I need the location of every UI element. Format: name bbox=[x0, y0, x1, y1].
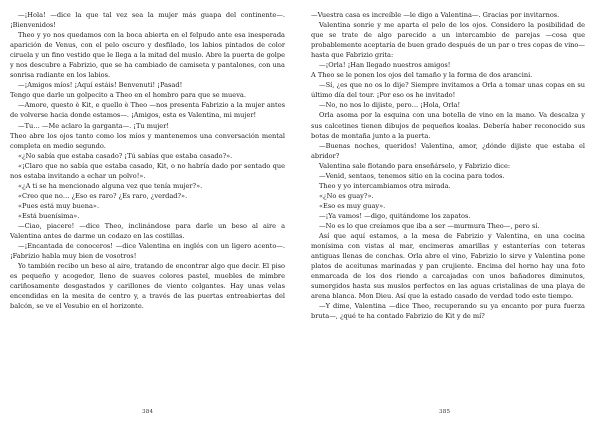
left-page-text bbox=[10, 10, 285, 311]
right-page-text bbox=[311, 10, 585, 321]
paragraph: —Vuestra casa es increíble —le digo a Valentina—. Gracias por invitarnos. bbox=[311, 11, 560, 19]
paragraph: —Y dime, Valentina —dice Theo, recuperando su ya encanto por pura fuerza bruta—, ¿qué te ha contado Fabrizio de Kit y de mí? bbox=[311, 302, 585, 321]
paragraph: Yo también recibo un beso al aire, tratando de encontrar algo que decir. El piso es pequeño y acogedor, lleno de suaves colores pastel, muebles de mimbre cariñosamente desgastados y carillones de viento colgantes. Hay unas velas encendidas en la mesita de centro y, a través de las puertas entreabiertas del balcón, se ve el Vesubio en el horizonte. bbox=[10, 262, 285, 311]
paragraph: —¡Ya vamos! —digo, quitándome los zapatos. bbox=[319, 211, 471, 220]
paragraph: —¡Hola! —dice la que tal vez sea la mujer más guapa del continente—. ¡Bienvenidos! bbox=[10, 11, 285, 30]
right-page bbox=[300, 0, 600, 429]
paragraph: «¿A ti se ha mencionado alguna vez que tenía mujer?». bbox=[18, 181, 203, 190]
paragraph: —No es lo que creíamos que iba a ser —murmura Theo—, pero sí. bbox=[319, 221, 540, 230]
paragraph: —¡Encantada de conoceros! —dice Valentina en inglés con un ligero acento—. ¡Fabrizio habla muy bien de vosotros! bbox=[10, 242, 285, 261]
paragraph: Valentina sale flotando para enseñárselo, y Fabrizio dice: bbox=[319, 161, 511, 170]
paragraph: «¿No es guay?». bbox=[319, 191, 374, 200]
paragraph: —No, no nos lo dijiste, pero… ¡Hola, Orla! bbox=[319, 101, 461, 110]
paragraph: Orla asoma por la esquina con una botella de vino en la mano. Va descalza y sus calcetines tienen dibujos de pequeños koalas. Debería haber reconocido sus botas de montaña junto a la puerta. bbox=[311, 111, 585, 140]
paragraph: —Buenas noches, queridos! Valentina, amor, ¿dónde dijiste que estaba el abridor? bbox=[311, 141, 585, 160]
paragraph: Así que aquí estamos, a la mesa de Fabrizio y Valentina, en una cocina monísima con vistas al mar, encimeras amarillas y estanterías con teteras antiguas llenas de conchas. Orla abre el vino, Fabrizio lo sirve y Valentina pone platos de aceitunas marinadas y pan crujiente. Encima del horno hay una foto enmarcada de los dos riendo a carcajadas con unos bañadores diminutos, sumergidos hasta sus muslos perfectos en las aguas cristalinas de una playa de arena blanca. Mon Dieu. Así que la estado casado de verdad todo este tiempo. bbox=[311, 232, 585, 301]
paragraph: —Venid, sentaos, tenemos sitio en la cocina para todos. bbox=[319, 171, 505, 180]
paragraph: —Ciao, piacere! —dice Theo, inclinándose para darle un beso al aire a Valentina antes de darme un codazo en las costillas. bbox=[10, 221, 285, 241]
paragraph: Theo abre los ojos tanto como los míos y mantenemos una conversación mental completa en medio segundo. bbox=[10, 131, 285, 150]
paragraph: —Tu… —Me aclaro la garganta—. ¡Tu mujer! bbox=[18, 121, 169, 130]
paragraph: Tengo que darle un golpecito a Theo en el hombro para que se mueva. bbox=[10, 91, 246, 100]
page-number: 384 bbox=[142, 409, 154, 415]
page-number: 385 bbox=[439, 409, 451, 415]
paragraph: «Pues está muy buena». bbox=[18, 201, 100, 210]
paragraph: —Sí, ¿es que no os lo dije? Siempre invitamos a Orla a tomar unas copas en su último día del tour. ¡Por eso os he invitado! bbox=[311, 81, 585, 100]
paragraph: —¡Amigos míos! ¡Aquí estáis! Benvenuti! ¡Pasad! bbox=[18, 81, 183, 90]
paragraph: Theo y yo intercambiamos otra mirada. bbox=[319, 181, 451, 190]
paragraph: Theo y yo nos quedamos con la boca abierta en el felpudo ante esa inesperada aparición de Venus, con el pelo oscuro y desfilado, los labios pintados de color ciruela y un fino vestido que le llega a la mitad del muslo. Abre la puerta de golpe y nos descubre a Fabrizio, que se ha cambiado de camiseta y pantalones, con una sonrisa radiante en los labios. bbox=[10, 31, 285, 80]
paragraph: «¡Claro que no sabía que estaba casado, Kit, o no habría dado por sentado que nos estaba invitando a echar un polvo!». bbox=[10, 161, 285, 180]
paragraph: —¡Orla! ¡Han llegado nuestros amigos! bbox=[319, 61, 451, 70]
paragraph: A Theo se le ponen los ojos del tamaño y la forma de dos arancini. bbox=[311, 71, 533, 80]
paragraph: —Amore, questo è Kit, e quello è Theo —nos presenta Fabrizio a la mujer antes de volverse hacia donde estamos—. ¡Amigos, esta es Valentina, mi mujer! bbox=[10, 101, 285, 120]
paragraph: Valentina sonríe y me aparta el pelo de los ojos. Considero la posibilidad de que se trate de algo parecido a un intercambio de parejas —cosa que probablemente aceptaría de buen grado después de un par o tres copas de vino— hasta que Fabrizio grita: bbox=[311, 21, 585, 60]
paragraph: «Creo que no… ¿Eso es raro? ¿Es raro, ¿verdad?». bbox=[18, 191, 188, 200]
paragraph: «Eso es muy guay». bbox=[319, 201, 386, 210]
paragraph: «¿No sabía que estaba casado? ¡Tú sabías que estaba casado?». bbox=[18, 151, 233, 160]
paragraph: «Está buenísima». bbox=[18, 211, 80, 220]
